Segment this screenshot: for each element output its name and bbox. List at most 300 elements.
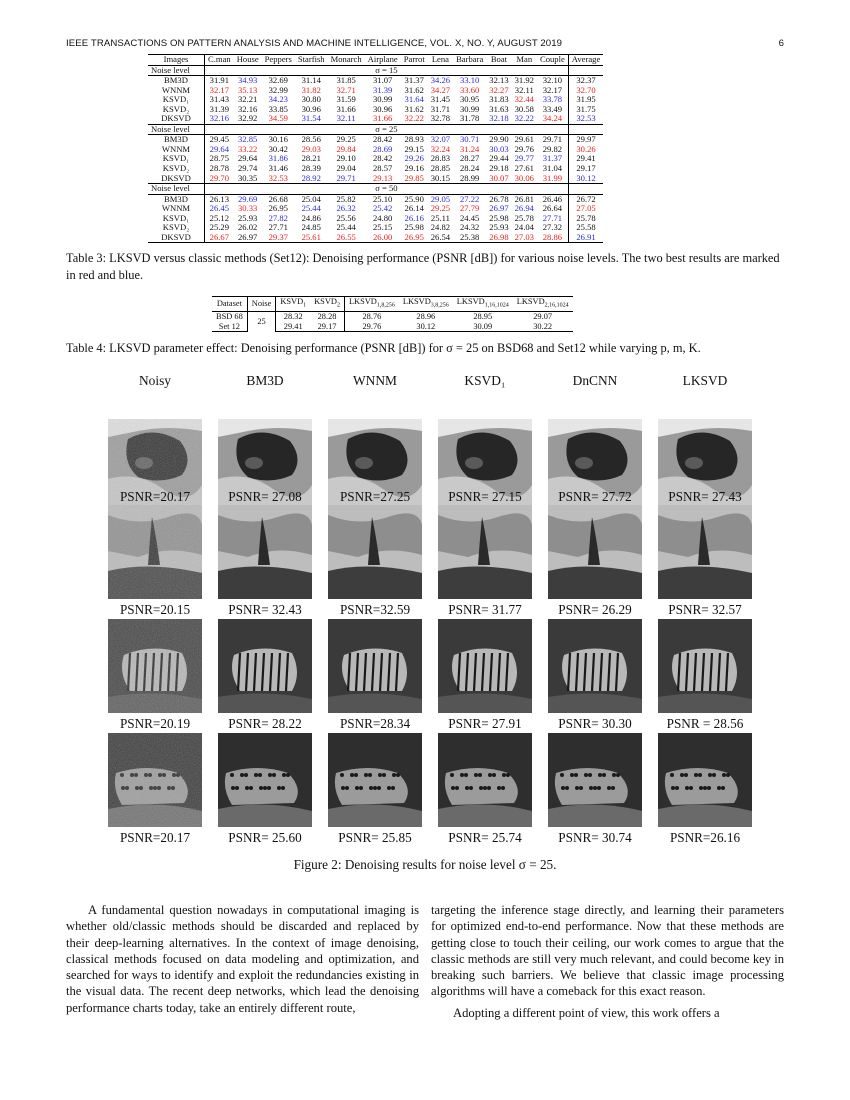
psnr-cell: 25.38 — [453, 233, 486, 243]
noise-level-row — [148, 65, 603, 76]
column-header — [344, 297, 398, 312]
column-header: Images — [148, 55, 205, 66]
tiger-photo — [438, 619, 532, 713]
psnr-cell: 29.13 — [373, 172, 393, 183]
leopard-photo — [658, 733, 752, 827]
tiger-photo — [328, 619, 422, 713]
leopard-spot — [391, 786, 395, 790]
psnr-cell: 26.45 — [209, 203, 230, 214]
bear-snout — [575, 457, 593, 469]
psnr-cell: 29.77 — [514, 153, 534, 164]
psnr-cell: 32.11 — [514, 84, 534, 95]
psnr-cell: 26.68 — [268, 193, 288, 204]
psnr-cell: 34.24 — [542, 113, 563, 124]
psnr-cell: 32.11 — [336, 113, 356, 124]
leopard-spot — [378, 773, 382, 777]
psnr-label: PSNR= 27.72 — [558, 489, 632, 504]
psnr-label: PSNR=20.17 — [119, 830, 191, 845]
denoised-image — [548, 733, 642, 827]
method-name: DKSVD — [148, 174, 205, 184]
psnr-cell: 28.24 — [460, 163, 480, 174]
psnr-label: PSNR= 30.74 — [558, 830, 632, 845]
leopard-spot — [478, 773, 482, 777]
psnr-label: PSNR= 25.74 — [448, 830, 522, 845]
leopard-spot — [680, 773, 684, 777]
psnr-cell: 30.96 — [373, 103, 393, 114]
psnr-cell: 28.42 — [373, 134, 393, 145]
psnr-label: PSNR= 27.43 — [668, 489, 742, 504]
dataset-cell: BSD 68 — [212, 312, 247, 322]
psnr-cell: 29.71 — [542, 134, 563, 145]
denoised-image — [658, 733, 752, 827]
denoised-image — [328, 619, 422, 713]
leopard-spot — [450, 773, 454, 777]
psnr-cell: 30.99 — [373, 94, 393, 105]
leopard-spot — [670, 773, 674, 777]
header-text: KSVD — [280, 297, 304, 306]
leopard-spot — [675, 786, 679, 790]
psnr-cell: 25.61 — [295, 233, 328, 243]
psnr-cell: 32.78 — [430, 113, 451, 124]
leopard-spot — [277, 786, 281, 790]
psnr-cell: 30.03 — [489, 143, 509, 154]
method-name: DKSVD — [148, 114, 205, 124]
psnr-cell: 26.13 — [209, 193, 230, 204]
leopard-spot — [589, 786, 593, 790]
psnr-cell: 30.96 — [301, 103, 321, 114]
leopard-spot — [598, 773, 602, 777]
psnr-cell: 27.79 — [460, 203, 480, 214]
psnr-cell: 28.86 — [537, 233, 568, 243]
value-cell: 29.76 — [344, 322, 398, 332]
noise-level-label: Noise level — [148, 65, 205, 76]
leopard-spot — [350, 773, 354, 777]
scene — [548, 619, 642, 713]
header-text: LKSVD — [348, 297, 377, 306]
psnr-cell: 26.02 — [238, 222, 258, 233]
psnr-cell: 28.92 — [301, 172, 321, 183]
header-subscript: 1 — [303, 302, 307, 309]
psnr-cell: 31.91 — [209, 75, 230, 86]
figure-2-caption: Figure 2: Denoising results for noise level σ = 25. — [293, 857, 557, 872]
leopard-spot — [464, 773, 468, 777]
scene — [658, 505, 752, 599]
column-header — [247, 297, 276, 312]
psnr-cell: 33.49 — [542, 103, 563, 114]
psnr-cell: 27.71 — [542, 212, 563, 223]
body-right-column — [431, 902, 784, 1021]
psnr-cell: 25.93 — [489, 222, 509, 233]
leopard-spot — [451, 786, 455, 790]
psnr-cell: 26.94 — [514, 203, 534, 214]
psnr-cell: 26.00 — [365, 233, 401, 243]
noise-overlay — [108, 505, 202, 599]
psnr-cell: 31.37 — [542, 153, 563, 164]
table-4-caption: Table 4: LKSVD parameter effect: Denoising performance (PSNR [dB]) for σ = 25 on BSD68 and Set12 while varying p, m, K. — [66, 341, 701, 355]
table-4 — [212, 296, 573, 332]
column-header — [310, 297, 344, 312]
header-text: LKSVD — [456, 297, 485, 306]
psnr-label: PSNR= 26.29 — [558, 602, 632, 617]
leopard-spot — [240, 773, 244, 777]
ground — [658, 566, 752, 599]
leopard-spot — [469, 786, 473, 790]
method-name: DKSVD — [148, 233, 205, 243]
psnr-cell: 29.03 — [301, 143, 321, 154]
psnr-cell: 31.86 — [268, 153, 288, 164]
value-cell: 28.95 — [473, 312, 493, 322]
denoised-image — [658, 619, 752, 713]
psnr-label: PSNR=20.15 — [119, 602, 191, 617]
method-name: KSVD₁ — [148, 95, 205, 105]
page-number: 6 — [778, 38, 784, 49]
value-cell: 30.12 — [399, 322, 453, 332]
noise-overlay — [108, 619, 202, 713]
leopard-spot — [281, 786, 285, 790]
noise-level-row — [148, 124, 603, 135]
column-header: Man — [512, 55, 537, 66]
column-header: Lena — [428, 55, 453, 66]
psnr-cell: 33.85 — [268, 103, 288, 114]
psnr-cell: 26.32 — [336, 203, 356, 214]
psnr-cell: 31.99 — [542, 172, 563, 183]
leopard-spot — [579, 786, 583, 790]
psnr-cell: 25.42 — [373, 203, 393, 214]
psnr-cell: 29.05 — [430, 193, 451, 204]
leopard-spot — [488, 773, 492, 777]
psnr-cell: 35.13 — [238, 84, 258, 95]
value-cell: 28.32 — [283, 312, 303, 322]
leopard-spot — [455, 786, 459, 790]
psnr-cell: 25.15 — [373, 222, 393, 233]
noise-level-label: Noise level — [148, 184, 205, 195]
denoised-image — [438, 619, 532, 713]
psnr-cell: 30.99 — [460, 103, 480, 114]
psnr-cell: 29.97 — [568, 135, 603, 145]
psnr-label: PSNR=32.59 — [339, 602, 411, 617]
column-header: House — [234, 55, 262, 66]
psnr-cell: 32.16 — [238, 103, 258, 114]
psnr-cell: 28.69 — [373, 143, 393, 154]
psnr-cell: 31.37 — [404, 75, 424, 86]
psnr-cell: 26.46 — [542, 193, 563, 204]
scene — [548, 505, 642, 599]
psnr-cell: 27.61 — [514, 163, 534, 174]
leopard-spot — [684, 773, 688, 777]
psnr-cell: 26.98 — [486, 233, 511, 243]
scene — [218, 733, 312, 827]
leopard-spot — [726, 773, 730, 777]
value-cell: 28.96 — [416, 312, 436, 322]
psnr-cell: 31.43 — [209, 94, 230, 105]
ground — [548, 566, 642, 599]
bear-snout — [355, 457, 373, 469]
column-header: Airplane — [365, 55, 401, 66]
psnr-cell: 27.05 — [568, 204, 603, 214]
psnr-cell: 24.04 — [514, 222, 534, 233]
psnr-cell: 33.78 — [542, 94, 563, 105]
sigma-label: σ = 25 — [205, 124, 569, 135]
body-paragraph: targeting the inference stage directly, and learning their parameters for optimized end-to-end performance. Now that these methods are getting close to touch their ceiling, our work comes to argue that the classic methods are still very much relevant, and could become key in breaking such barriers. We believe that classic image processing algorithms will have a comeback for this exact reason. — [431, 903, 784, 999]
psnr-cell: 28.56 — [301, 134, 321, 145]
leopard-spot — [722, 773, 726, 777]
noise-overlay — [108, 733, 202, 827]
psnr-cell: 30.95 — [460, 94, 480, 105]
column-header: Starfish — [295, 55, 328, 66]
psnr-cell: 33.10 — [460, 75, 480, 86]
psnr-cell: 32.22 — [404, 113, 424, 124]
psnr-cell: 30.15 — [430, 172, 451, 183]
method-name: KSVD₂ — [148, 223, 205, 233]
psnr-cell: 32.92 — [238, 113, 258, 124]
psnr-cell: 26.95 — [401, 233, 428, 243]
ground — [328, 566, 422, 599]
psnr-cell: 29.64 — [238, 153, 258, 164]
leopard-spot — [282, 773, 286, 777]
psnr-cell: 27.03 — [512, 233, 537, 243]
psnr-cell: 30.07 — [489, 172, 509, 183]
leopard-spot — [231, 786, 235, 790]
psnr-cell: 31.95 — [568, 95, 603, 105]
psnr-cell: 31.24 — [460, 143, 480, 154]
psnr-label: PSNR = 28.56 — [666, 716, 744, 731]
value-cell: 29.41 — [276, 322, 310, 332]
leopard-spot — [487, 786, 491, 790]
denoised-image — [218, 619, 312, 713]
leopard-photo — [328, 733, 422, 827]
scene — [328, 505, 422, 599]
scene — [658, 733, 752, 827]
denoised-image — [218, 733, 312, 827]
leopard-spot — [355, 786, 359, 790]
psnr-cell: 25.98 — [404, 222, 424, 233]
psnr-cell: 33.22 — [238, 143, 258, 154]
psnr-cell: 32.10 — [542, 75, 563, 86]
psnr-cell: 29.26 — [404, 153, 424, 164]
leopard-spot — [244, 773, 248, 777]
value-cell: 28.28 — [310, 312, 344, 322]
sigma-label: σ = 15 — [205, 65, 569, 76]
leopard-spot — [359, 786, 363, 790]
table-row — [148, 233, 603, 243]
leopard-spot — [259, 786, 263, 790]
leopard-spot — [560, 773, 564, 777]
psnr-cell: 25.56 — [336, 212, 356, 223]
leopard-spot — [707, 786, 711, 790]
psnr-cell: 32.99 — [268, 84, 288, 95]
psnr-cell: 29.82 — [542, 143, 563, 154]
denoised-image — [438, 733, 532, 827]
psnr-cell: 29.25 — [430, 203, 451, 214]
psnr-label: PSNR= 32.43 — [228, 602, 302, 617]
noise-cell: 25 — [247, 312, 276, 332]
statue-photo — [438, 505, 532, 599]
psnr-cell: 31.64 — [404, 94, 424, 105]
leopard-spot — [382, 773, 386, 777]
denoised-image — [108, 619, 202, 713]
psnr-cell: 31.78 — [460, 113, 480, 124]
leopard-photo — [108, 733, 202, 827]
journal-title: IEEE TRANSACTIONS ON PATTERN ANALYSIS AND MACHINE INTELLIGENCE, VOL. X, NO. Y, AUGUST 2019 — [66, 38, 563, 49]
statue-photo — [658, 505, 752, 599]
psnr-cell: 29.69 — [238, 193, 258, 204]
psnr-cell: 30.71 — [460, 134, 480, 145]
psnr-cell: 32.16 — [209, 113, 230, 124]
leopard-spot — [369, 786, 373, 790]
psnr-cell: 26.95 — [268, 203, 288, 214]
value-cell: 29.17 — [310, 322, 344, 332]
denoised-image — [108, 733, 202, 827]
body-paragraph: A fundamental question nowadays in computational imaging is whether old/classic methods should be discarded and replaced by their deep-learning alternatives. In the context of image denoising, classical methods focused on data modeling and optimization, and searched for ways to identify and exploit the redundancies existing in the visual data. The recent deep networks, which lead the denoising performance charts today, take an entirely different route, — [66, 903, 419, 1015]
psnr-cell: 31.39 — [209, 103, 230, 114]
psnr-cell: 25.78 — [568, 214, 603, 224]
leopard-spot — [611, 786, 615, 790]
method-name: KSVD₂ — [148, 164, 205, 174]
psnr-label: PSNR= 32.57 — [668, 602, 742, 617]
psnr-cell: 31.82 — [301, 84, 321, 95]
leopard-spot — [584, 773, 588, 777]
psnr-cell: 31.45 — [430, 94, 451, 105]
leopard-spot — [479, 786, 483, 790]
value-cell: 30.09 — [453, 322, 513, 332]
leopard-spot — [341, 786, 345, 790]
psnr-cell: 28.93 — [404, 134, 424, 145]
leopard-spot — [354, 773, 358, 777]
leopard-spot — [501, 786, 505, 790]
running-header — [66, 38, 784, 52]
column-header: Average — [568, 55, 603, 66]
psnr-label: PSNR= 31.77 — [448, 602, 522, 617]
psnr-cell: 32.53 — [268, 172, 288, 183]
method-name: WNNM — [148, 145, 205, 155]
psnr-cell: 26.97 — [489, 203, 509, 214]
psnr-cell: 31.54 — [301, 113, 321, 124]
psnr-cell: 24.80 — [373, 212, 393, 223]
leopard-spot — [671, 786, 675, 790]
column-header: Peppers — [262, 55, 295, 66]
psnr-cell: 32.37 — [568, 76, 603, 86]
statue-photo — [328, 505, 422, 599]
leopard-spot — [474, 773, 478, 777]
psnr-cell: 24.45 — [460, 212, 480, 223]
denoised-image — [108, 505, 202, 599]
leopard-spot — [506, 773, 510, 777]
tiger-photo — [218, 619, 312, 713]
leopard-spot — [268, 773, 272, 777]
psnr-cell: 30.12 — [568, 174, 603, 184]
leopard-spot — [235, 786, 239, 790]
psnr-cell: 26.91 — [568, 233, 603, 243]
psnr-cell: 30.06 — [514, 172, 534, 183]
leopard-spot — [588, 773, 592, 777]
table-4-row — [212, 312, 573, 322]
psnr-label: PSNR= 25.85 — [338, 830, 412, 845]
method-name: KSVD₂ — [148, 105, 205, 115]
leopard-spot — [612, 773, 616, 777]
method-name: BM3D — [148, 76, 205, 86]
psnr-label: PSNR= 25.60 — [228, 830, 302, 845]
method-column-header: DnCNN — [572, 373, 618, 388]
psnr-cell: 25.04 — [301, 193, 321, 204]
psnr-cell: 34.23 — [268, 94, 288, 105]
psnr-cell: 32.17 — [542, 84, 563, 95]
psnr-cell: 28.75 — [209, 153, 230, 164]
psnr-cell: 32.53 — [568, 114, 603, 124]
psnr-cell: 29.61 — [514, 134, 534, 145]
scene — [218, 619, 312, 713]
psnr-cell: 32.13 — [489, 75, 509, 86]
psnr-cell: 28.85 — [430, 163, 451, 174]
leopard-photo — [548, 733, 642, 827]
psnr-label: PSNR=28.34 — [339, 716, 411, 731]
leopard-spot — [616, 773, 620, 777]
psnr-label: PSNR=26.16 — [669, 830, 741, 845]
column-header — [453, 297, 513, 312]
psnr-cell: 31.46 — [268, 163, 288, 174]
psnr-cell: 29.15 — [404, 143, 424, 154]
leopard-spot — [340, 773, 344, 777]
leopard-photo — [438, 733, 532, 827]
psnr-cell: 29.71 — [336, 172, 356, 183]
bear-snout — [465, 457, 483, 469]
method-name: WNNM — [148, 86, 205, 96]
scene — [658, 619, 752, 713]
scene — [218, 505, 312, 599]
psnr-cell: 31.66 — [336, 103, 356, 114]
leopard-spot — [377, 786, 381, 790]
psnr-cell: 26.72 — [568, 194, 603, 204]
psnr-cell: 30.35 — [238, 172, 258, 183]
psnr-cell: 29.74 — [238, 163, 258, 174]
psnr-label: PSNR= 30.30 — [558, 716, 632, 731]
leopard-spot — [607, 786, 611, 790]
psnr-cell: 30.80 — [301, 94, 321, 105]
psnr-cell: 28.42 — [373, 153, 393, 164]
psnr-cell: 32.22 — [514, 113, 534, 124]
psnr-cell: 31.14 — [301, 75, 321, 86]
psnr-cell: 31.66 — [373, 113, 393, 124]
bear-snout — [245, 457, 263, 469]
psnr-cell: 31.71 — [430, 103, 451, 114]
leopard-spot — [565, 786, 569, 790]
leopard-spot — [703, 786, 707, 790]
empty-cell — [568, 65, 603, 76]
psnr-cell: 29.37 — [262, 233, 295, 243]
psnr-cell: 26.78 — [489, 193, 509, 204]
psnr-cell: 32.44 — [514, 94, 534, 105]
psnr-cell: 26.14 — [404, 203, 424, 214]
psnr-cell: 32.24 — [430, 143, 451, 154]
psnr-cell: 29.41 — [568, 154, 603, 164]
psnr-cell: 26.16 — [404, 212, 424, 223]
statue-photo — [218, 505, 312, 599]
psnr-cell: 29.10 — [336, 153, 356, 164]
method-column-header: Noisy — [139, 373, 171, 388]
method-name: KSVD₁ — [148, 154, 205, 164]
header-text: Noise — [251, 299, 272, 309]
psnr-cell: 25.44 — [301, 203, 321, 214]
psnr-cell: 25.12 — [209, 212, 230, 223]
header-subscript: 2 — [336, 302, 340, 309]
psnr-cell: 32.85 — [238, 134, 258, 145]
leopard-spot — [392, 773, 396, 777]
leopard-spot — [492, 773, 496, 777]
psnr-cell: 29.17 — [568, 164, 603, 174]
method-name: WNNM — [148, 204, 205, 214]
psnr-cell: 29.45 — [209, 134, 230, 145]
psnr-cell: 32.70 — [568, 86, 603, 96]
scene — [328, 733, 422, 827]
